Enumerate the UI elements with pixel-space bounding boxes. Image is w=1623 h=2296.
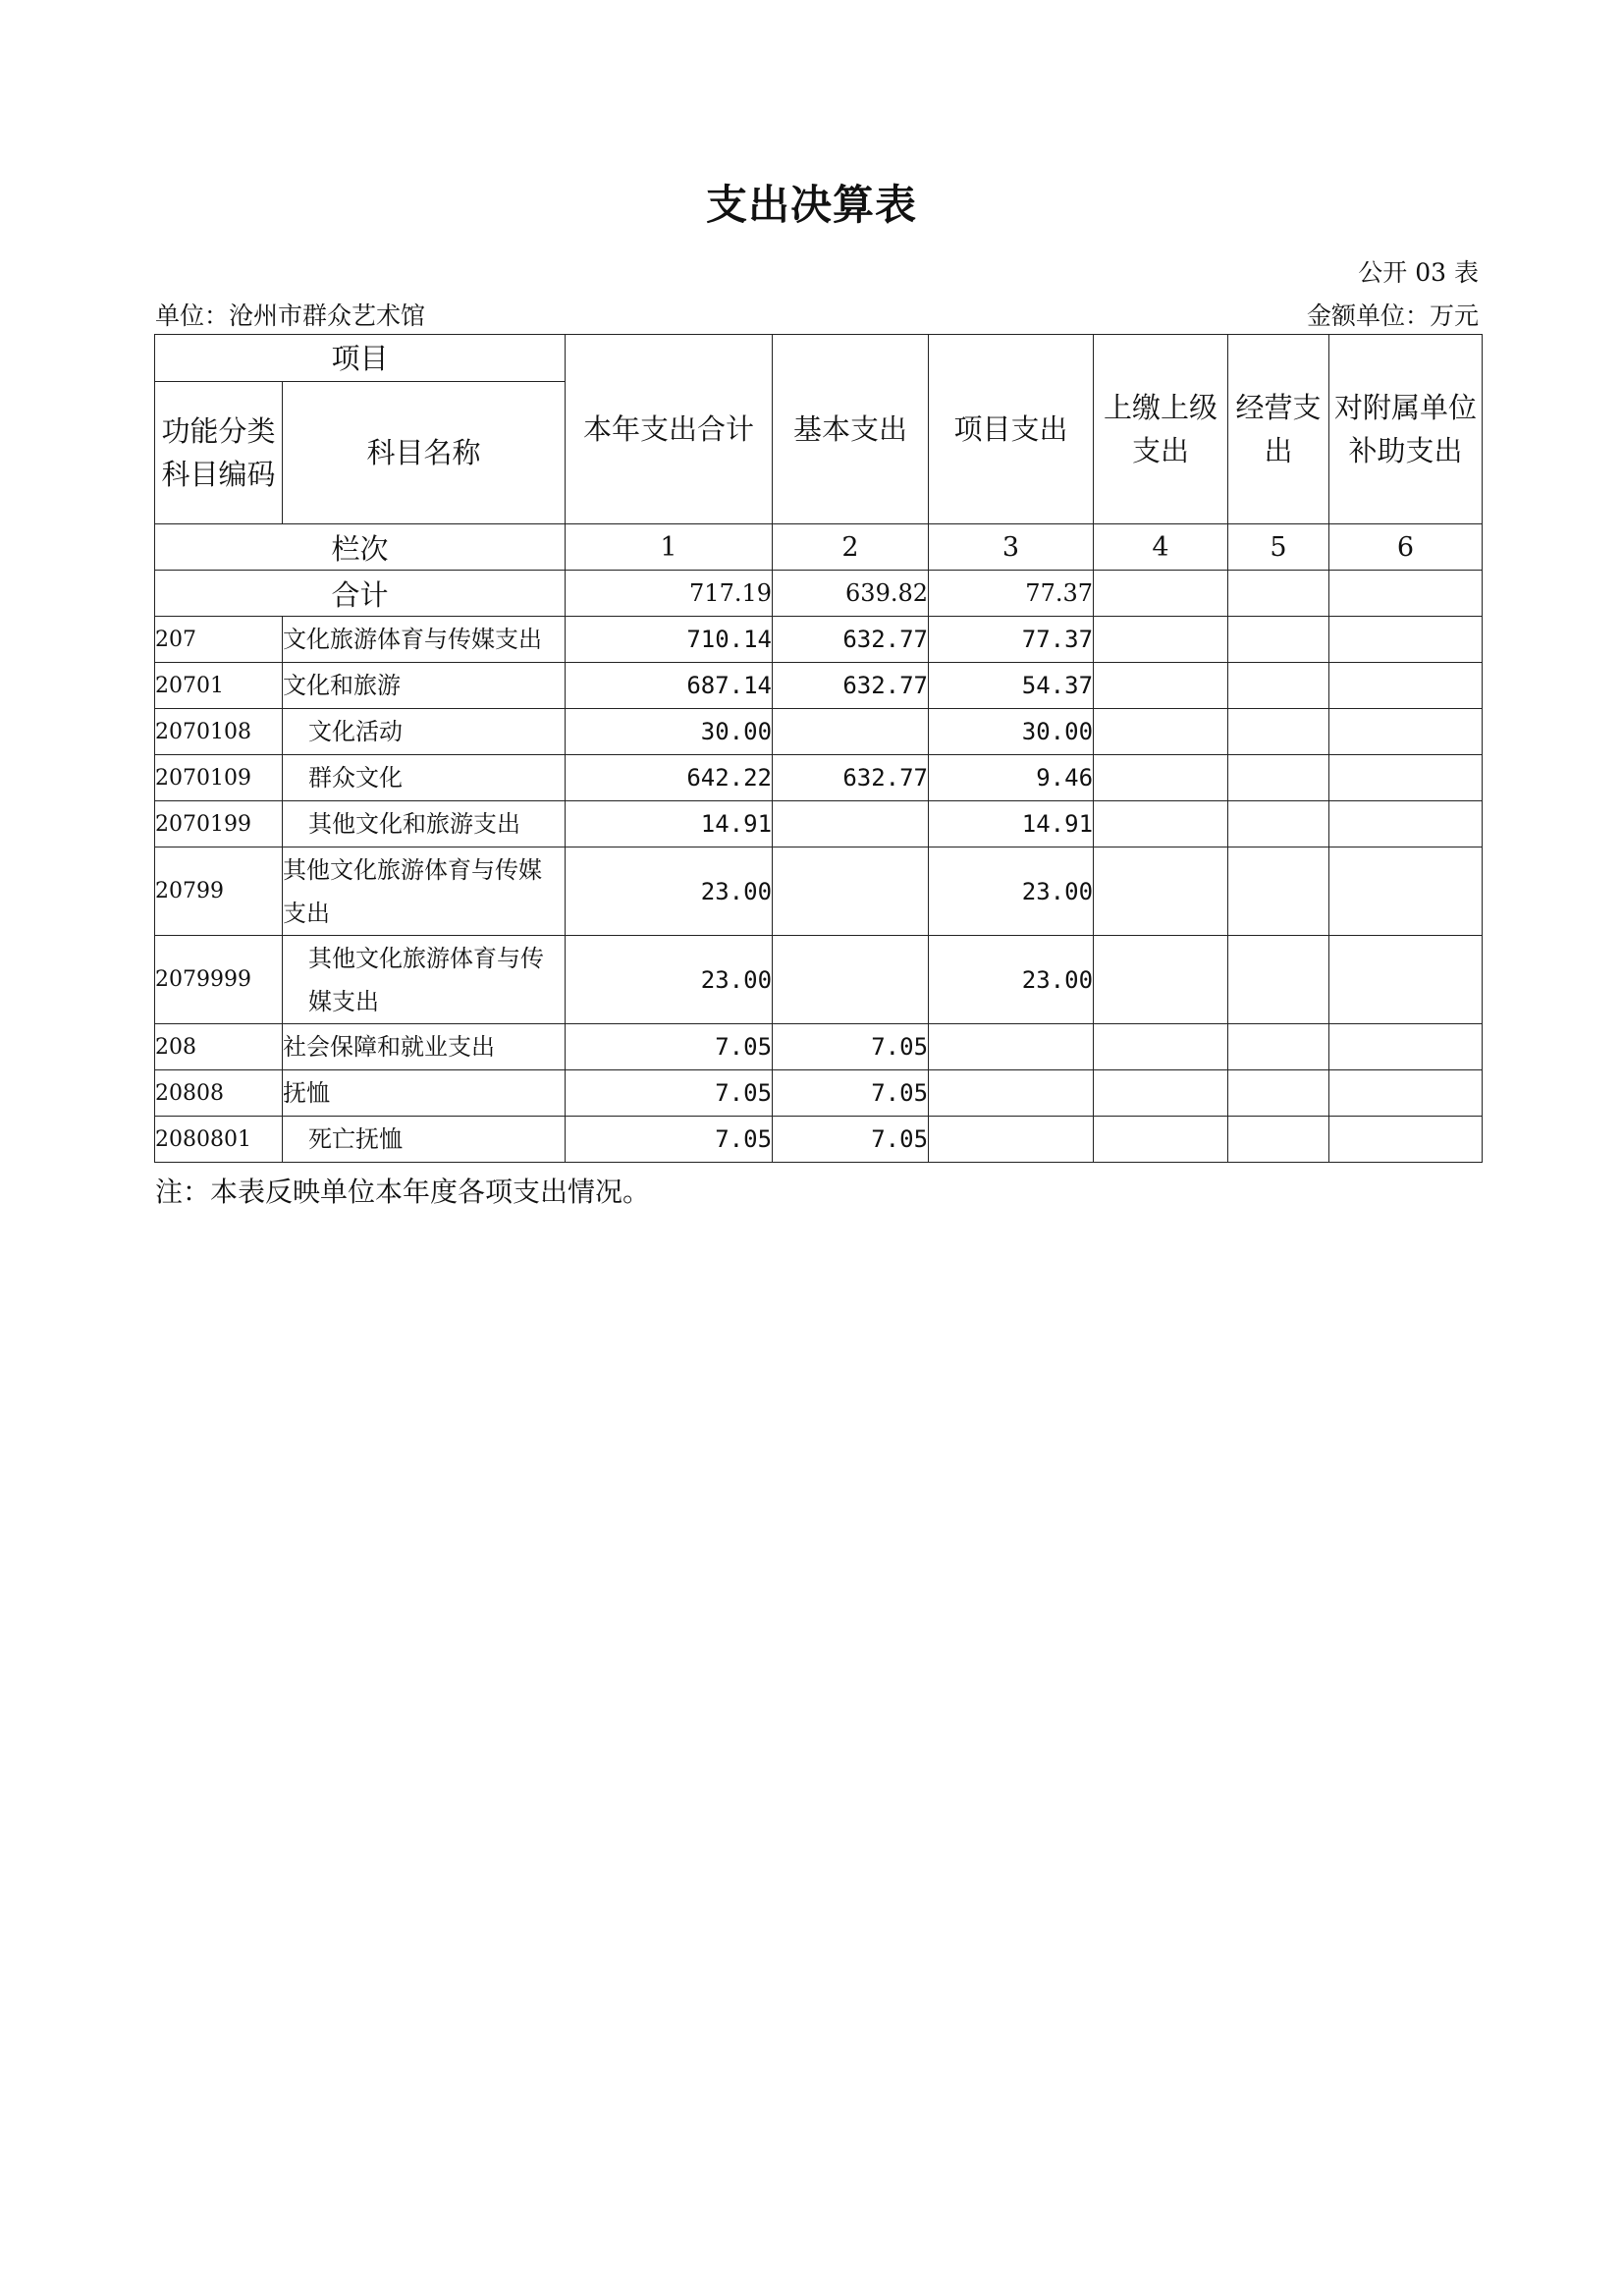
row-value <box>1094 617 1228 663</box>
row-name: 社会保障和就业支出 <box>283 1024 566 1070</box>
row-name: 其他文化旅游体育与传媒支出 <box>283 936 566 1024</box>
table-row <box>155 1024 1483 1070</box>
row-value: 54.37 <box>929 663 1094 709</box>
row-value <box>1228 617 1329 663</box>
row-code: 207 <box>155 617 283 663</box>
header-col-2: 基本支出 <box>773 335 929 524</box>
table-row <box>155 663 1483 709</box>
total-value <box>1329 571 1483 617</box>
table-row <box>155 936 1483 1024</box>
table-row <box>155 617 1483 663</box>
row-name: 文化和旅游 <box>283 663 566 709</box>
row-value: 23.00 <box>929 936 1094 1024</box>
unit-name: 单位：沧州市群众艺术馆 <box>155 301 426 330</box>
header-code: 功能分类科目编码 <box>155 382 283 524</box>
total-row <box>155 571 1483 617</box>
row-value: 23.00 <box>566 936 773 1024</box>
row-value <box>1228 755 1329 801</box>
expenditure-table <box>154 334 1483 1163</box>
header-col-6: 对附属单位补助支出 <box>1329 335 1483 524</box>
footnote: 注：本表反映单位本年度各项支出情况。 <box>155 1175 651 1208</box>
total-label: 合计 <box>155 571 566 617</box>
row-value: 9.46 <box>929 755 1094 801</box>
row-value: 710.14 <box>566 617 773 663</box>
row-value <box>1329 936 1483 1024</box>
row-value: 14.91 <box>929 801 1094 847</box>
row-value <box>1329 1117 1483 1163</box>
total-value <box>1228 571 1329 617</box>
row-value <box>929 1070 1094 1117</box>
row-value: 23.00 <box>566 847 773 936</box>
row-value <box>1228 936 1329 1024</box>
seq-number: 3 <box>929 524 1094 571</box>
seq-number: 6 <box>1329 524 1483 571</box>
row-value <box>1094 1024 1228 1070</box>
row-name: 抚恤 <box>283 1070 566 1117</box>
row-name: 群众文化 <box>283 755 566 801</box>
table-row <box>155 1070 1483 1117</box>
row-name: 文化活动 <box>283 709 566 755</box>
row-name: 死亡抚恤 <box>283 1117 566 1163</box>
row-code: 2070199 <box>155 801 283 847</box>
total-value <box>1094 571 1228 617</box>
row-code: 20808 <box>155 1070 283 1117</box>
row-value: 7.05 <box>566 1024 773 1070</box>
money-unit: 金额单位：万元 <box>1306 301 1479 330</box>
row-value <box>1329 847 1483 936</box>
seq-number: 2 <box>773 524 929 571</box>
row-code: 208 <box>155 1024 283 1070</box>
row-value <box>1329 1070 1483 1117</box>
total-value: 77.37 <box>929 571 1094 617</box>
row-name: 其他文化和旅游支出 <box>283 801 566 847</box>
row-value: 632.77 <box>773 617 929 663</box>
table-row <box>155 1117 1483 1163</box>
header-item: 项目 <box>155 335 566 382</box>
row-value <box>929 1117 1094 1163</box>
header-col-4: 上缴上级支出 <box>1094 335 1228 524</box>
row-value: 7.05 <box>773 1024 929 1070</box>
row-value: 687.14 <box>566 663 773 709</box>
row-value: 7.05 <box>773 1117 929 1163</box>
table-row <box>155 847 1483 936</box>
table-row <box>155 755 1483 801</box>
row-code: 2070108 <box>155 709 283 755</box>
table-row <box>155 709 1483 755</box>
row-value <box>1228 663 1329 709</box>
row-value <box>1329 1024 1483 1070</box>
row-code: 20701 <box>155 663 283 709</box>
row-code: 2070109 <box>155 755 283 801</box>
row-value <box>1228 847 1329 936</box>
table-row <box>155 801 1483 847</box>
header-col-1: 本年支出合计 <box>566 335 773 524</box>
row-value: 642.22 <box>566 755 773 801</box>
row-value <box>1228 1024 1329 1070</box>
row-value <box>773 936 929 1024</box>
row-value: 632.77 <box>773 755 929 801</box>
row-value: 7.05 <box>566 1070 773 1117</box>
row-value <box>1094 1070 1228 1117</box>
row-value <box>929 1024 1094 1070</box>
row-value <box>773 847 929 936</box>
row-value: 77.37 <box>929 617 1094 663</box>
seq-row <box>155 524 1483 571</box>
row-name: 其他文化旅游体育与传媒支出 <box>283 847 566 936</box>
seq-number: 4 <box>1094 524 1228 571</box>
row-code: 2079999 <box>155 936 283 1024</box>
seq-label: 栏次 <box>155 524 566 571</box>
row-value <box>1329 617 1483 663</box>
header-col-3: 项目支出 <box>929 335 1094 524</box>
row-value <box>773 801 929 847</box>
row-value <box>1094 1117 1228 1163</box>
row-value: 30.00 <box>929 709 1094 755</box>
row-value <box>1094 709 1228 755</box>
row-value <box>1329 801 1483 847</box>
row-code: 20799 <box>155 847 283 936</box>
total-value: 639.82 <box>773 571 929 617</box>
row-code: 2080801 <box>155 1117 283 1163</box>
row-value: 7.05 <box>566 1117 773 1163</box>
row-value <box>1228 801 1329 847</box>
header-name: 科目名称 <box>283 382 566 524</box>
total-value: 717.19 <box>566 571 773 617</box>
row-value <box>1094 755 1228 801</box>
seq-number: 1 <box>566 524 773 571</box>
row-value: 14.91 <box>566 801 773 847</box>
seq-number: 5 <box>1228 524 1329 571</box>
row-name: 文化旅游体育与传媒支出 <box>283 617 566 663</box>
row-value: 7.05 <box>773 1070 929 1117</box>
row-value <box>1094 936 1228 1024</box>
row-value <box>1228 709 1329 755</box>
row-value <box>1228 1117 1329 1163</box>
row-value <box>1094 663 1228 709</box>
row-value <box>1228 1070 1329 1117</box>
row-value <box>1094 801 1228 847</box>
row-value <box>1329 755 1483 801</box>
header-col-5: 经营支出 <box>1228 335 1329 524</box>
row-value <box>1094 847 1228 936</box>
row-value: 30.00 <box>566 709 773 755</box>
row-value <box>1329 709 1483 755</box>
row-value <box>1329 663 1483 709</box>
form-number: 公开 03 表 <box>1358 258 1479 287</box>
row-value: 23.00 <box>929 847 1094 936</box>
row-value: 632.77 <box>773 663 929 709</box>
row-value <box>773 709 929 755</box>
document-title: 支出决算表 <box>705 181 917 229</box>
